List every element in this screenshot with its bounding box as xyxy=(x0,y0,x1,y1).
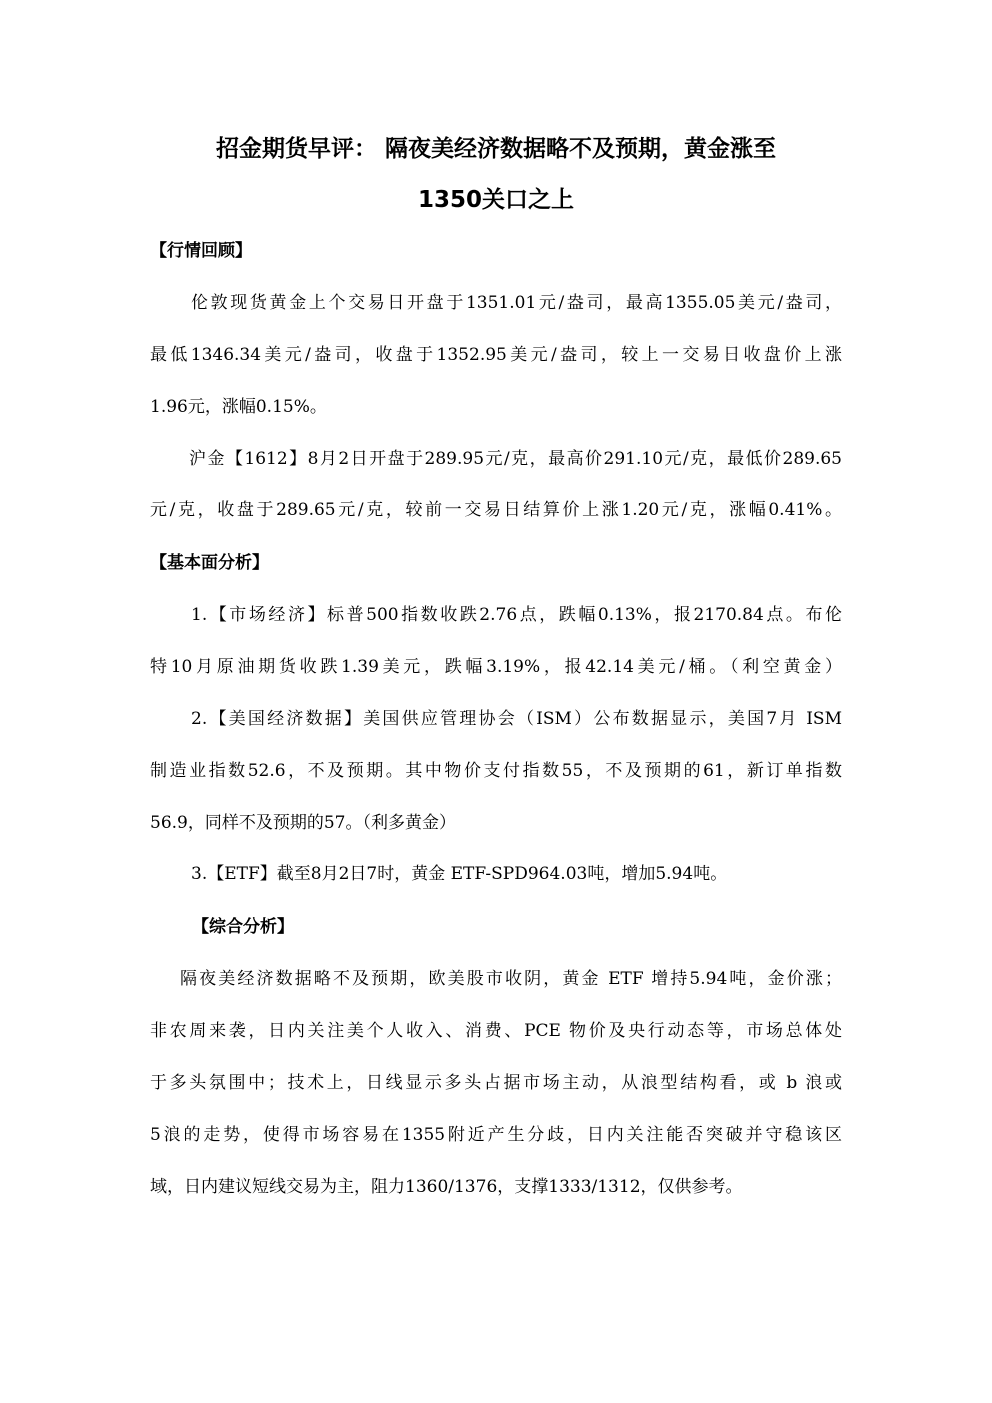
summary-line-2: 非农周来袭，日内关注美个人收入、消费、PCE 物价及央行动态等，市场总体处 xyxy=(150,1021,842,1041)
fundamentals-item3-line-1: 3.【ETF】截至8月2日7时，黄金 ETF-SPD964.03吨，增加5.94吨。 xyxy=(191,864,728,884)
fundamentals-item2-line-1: 2.【美国经济数据】美国供应管理协会（ISM）公布数据显示，美国7月 ISM xyxy=(191,709,842,729)
market-review-p2-line-1: 沪金【1612】8月2日开盘于289.95元/克，最高价291.10元/克，最低价289.65 xyxy=(189,449,842,469)
market-review-p2-line-2: 元/克，收盘于289.65元/克，较前一交易日结算价上涨1.20元/克，涨幅0.41%。 xyxy=(150,500,842,520)
market-review-p1-line-1: 伦敦现货黄金上个交易日开盘于1351.01元/盎司，最高1355.05美元/盎司， xyxy=(191,293,842,313)
fundamentals-item1-line-1: 1.【市场经济】标普500指数收跌2.76点，跌幅0.13%，报2170.84点。布伦 xyxy=(191,605,842,625)
fundamentals-item2-line-2: 制造业指数52.6，不及预期。其中物价支付指数55，不及预期的61，新订单指数 xyxy=(150,761,842,781)
summary-line-3: 于多头氛围中；技术上，日线显示多头占据市场主动，从浪型结构看，或 b 浪或 xyxy=(150,1073,842,1093)
market-review-p1-line-2: 最低1346.34美元/盎司，收盘于1352.95美元/盎司，较上一交易日收盘价上涨 xyxy=(150,345,842,365)
section-heading-summary: 【综合分析】 xyxy=(192,917,294,937)
section-heading-fundamentals: 【基本面分析】 xyxy=(150,553,269,573)
summary-line-4: 5浪的走势，使得市场容易在1355附近产生分歧，日内关注能否突破并守稳该区 xyxy=(150,1125,842,1145)
market-review-p1-line-3: 1.96元，涨幅0.15%。 xyxy=(150,397,327,417)
fundamentals-item1-line-2: 特10月原油期货收跌1.39美元，跌幅3.19%，报42.14美元/桶。（利空黄金） xyxy=(150,657,842,677)
section-heading-market-review: 【行情回顾】 xyxy=(150,241,252,261)
document-title-line-2: 1350关口之上 xyxy=(417,187,574,213)
fundamentals-item2-line-3: 56.9，同样不及预期的57。（利多黄金） xyxy=(150,813,456,833)
document-title-line-1: 招金期货早评： 隔夜美经济数据略不及预期，黄金涨至 xyxy=(215,136,776,162)
summary-line-1: 隔夜美经济数据略不及预期，欧美股市收阴，黄金 ETF 增持5.94吨，金价涨； xyxy=(180,969,842,989)
summary-line-5: 域，日内建议短线交易为主，阻力1360/1376，支撑1333/1312，仅供参考。 xyxy=(150,1177,743,1197)
